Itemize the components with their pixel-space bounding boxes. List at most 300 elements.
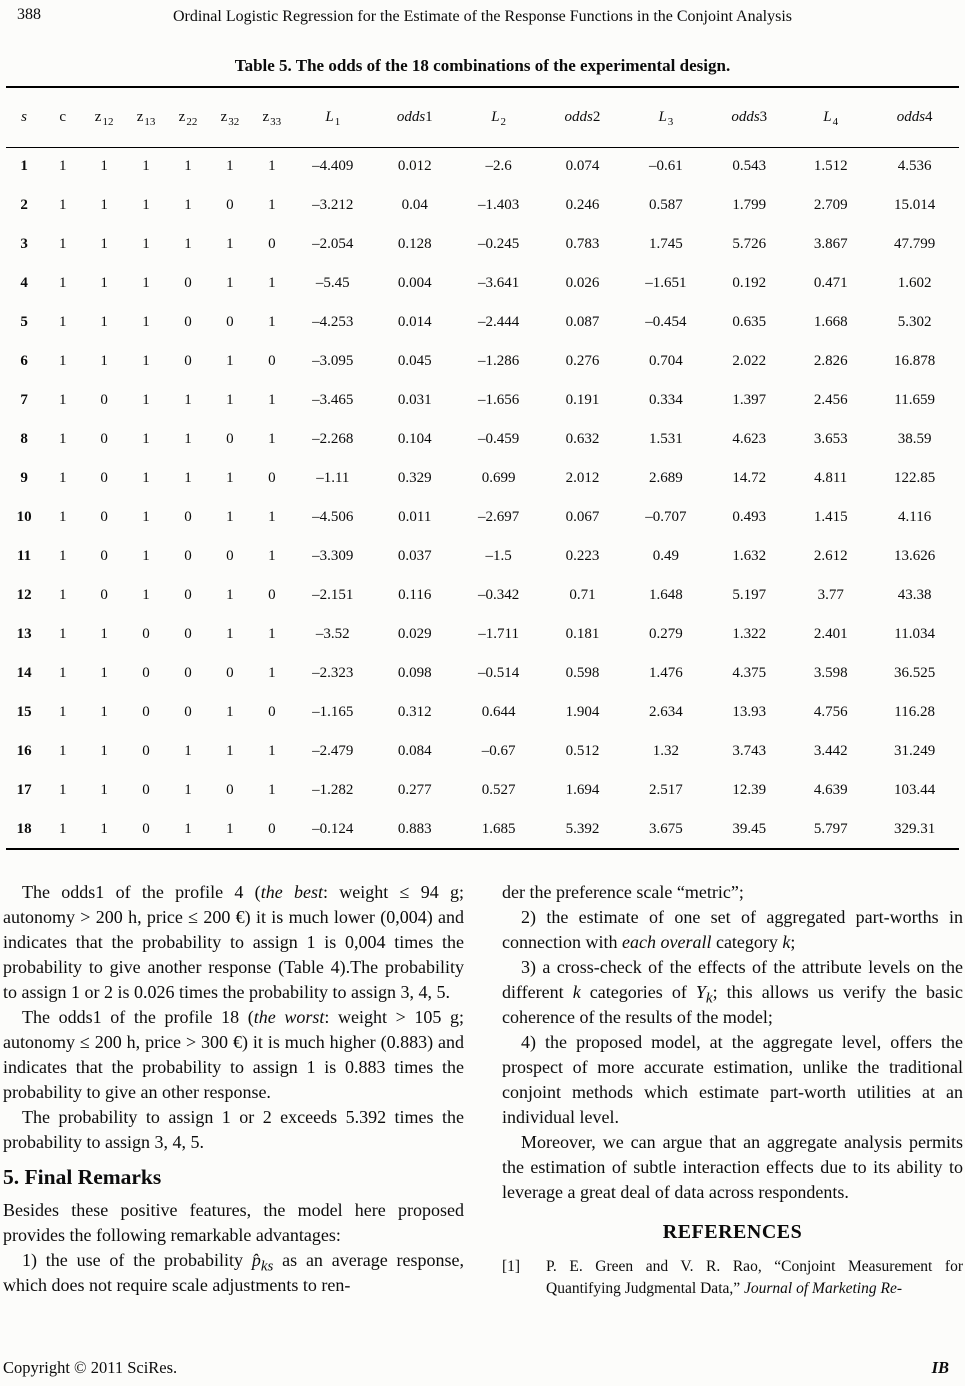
- cell: 103.44: [894, 782, 936, 798]
- cell: 1: [268, 275, 276, 291]
- cell: 2.709: [813, 197, 848, 213]
- cell: 0: [268, 820, 276, 837]
- cell: 0: [100, 392, 108, 408]
- cell: 0: [184, 587, 192, 603]
- odds-table: [6, 86, 959, 850]
- cell: 0: [100, 470, 108, 486]
- cell: –0.707: [645, 509, 687, 525]
- cell: –2.054: [312, 236, 354, 252]
- cell: 1: [142, 509, 150, 525]
- cell: 0.632: [565, 431, 600, 447]
- table-row: [6, 342, 959, 381]
- cell: 1.415: [813, 509, 848, 525]
- cell: –3.465: [312, 392, 354, 408]
- table-caption: Table 5. The odds of the 18 combinations of the experimental design.: [234, 56, 731, 75]
- paragraph: The probability to assign 1 or 2 exceeds 5.392 times the probability to assign 3, 4, 5.: [3, 1107, 464, 1152]
- row-number: 1: [20, 158, 28, 175]
- cell: 0: [226, 782, 234, 798]
- table-row: [6, 615, 959, 654]
- cell: 0.084: [397, 743, 432, 759]
- cell: 1: [184, 470, 192, 486]
- cell: 1: [58, 470, 67, 486]
- cell: 1: [184, 236, 192, 252]
- cell: 1: [226, 392, 234, 408]
- cell: 1: [184, 431, 192, 447]
- cell: 0.04: [401, 197, 428, 213]
- cell: 122.85: [894, 470, 936, 486]
- copyright-text: Copyright © 2011 SciRes.: [3, 1358, 178, 1377]
- cell: –3.095: [312, 353, 354, 369]
- cell: 1: [100, 314, 108, 330]
- cell: 1: [268, 782, 276, 798]
- cell: 0.644: [481, 704, 516, 720]
- cell: 0.527: [481, 782, 516, 798]
- paragraph: der the preference scale “metric”;: [502, 882, 744, 902]
- cell: 0: [226, 197, 234, 213]
- column-header-s: s: [6, 87, 42, 147]
- cell: 1: [58, 353, 67, 369]
- cell: 329.31: [894, 820, 936, 837]
- cell: 1: [100, 275, 108, 291]
- reference-text: P. E. Green and V. R. Rao, “Conjoint Measurement for Quantifying Judgmental Data,” Journal of Marketing Re-: [546, 1258, 963, 1297]
- reference-item: [502, 1256, 963, 1299]
- cell: 1.512: [813, 158, 848, 175]
- cell: 1: [58, 548, 67, 564]
- cell: 1: [268, 509, 276, 525]
- cell: 0.329: [397, 470, 432, 486]
- cell: 1: [184, 743, 192, 759]
- table-row: [6, 381, 959, 420]
- cell: 4.116: [898, 509, 932, 525]
- table-row: [6, 693, 959, 732]
- cell: 0.045: [397, 353, 432, 369]
- cell: –3.641: [477, 275, 520, 291]
- cell: 1: [268, 314, 276, 330]
- cell: 0.279: [648, 626, 683, 642]
- row-number: 13: [16, 626, 32, 642]
- cell: 0: [268, 470, 276, 486]
- cell: 1: [142, 353, 150, 369]
- cell: 1: [226, 275, 234, 291]
- cell: 0: [100, 587, 108, 603]
- cell: 0: [268, 587, 276, 603]
- cell: 0.181: [565, 626, 600, 642]
- cell: 0.493: [732, 509, 767, 525]
- row-number: 11: [17, 548, 32, 564]
- cell: 0: [184, 704, 192, 720]
- cell: –2.444: [477, 314, 520, 330]
- cell: 1: [226, 820, 234, 837]
- cell: 2.689: [648, 470, 683, 486]
- cell: –2.151: [312, 587, 354, 603]
- cell: –1.11: [316, 470, 350, 486]
- cell: –4.409: [312, 158, 354, 175]
- column-header-z12: $z_{12}$: [83, 87, 125, 147]
- cell: 0.029: [397, 626, 432, 642]
- cell: 1.904: [565, 704, 600, 720]
- cell: 43.38: [897, 587, 932, 603]
- cell: 1: [100, 158, 108, 175]
- cell: 1: [100, 820, 108, 837]
- cell: –1.286: [477, 353, 520, 369]
- cell: –2.697: [477, 509, 520, 525]
- cell: 0: [268, 704, 276, 720]
- cell: –0.67: [481, 743, 516, 759]
- table-header-row: [6, 87, 959, 147]
- cell: 1: [58, 587, 67, 603]
- cell: 0.026: [565, 275, 600, 291]
- table-row: [6, 186, 959, 225]
- cell: 2.517: [648, 782, 683, 798]
- row-number: 9: [20, 470, 28, 486]
- cell: 13.93: [732, 704, 767, 720]
- cell: 1: [100, 353, 108, 369]
- table-row: [6, 420, 959, 459]
- cell: 1: [226, 509, 234, 525]
- cell: 0: [142, 626, 150, 642]
- cell: 1: [58, 509, 67, 525]
- cell: –2.6: [485, 158, 512, 175]
- paragraph: Moreover, we can argue that an aggregate analysis permits the estimation of subtle interaction effects due to its ability to leverage a great deal of data across respondents.: [502, 1132, 963, 1202]
- cell: 14.72: [732, 470, 767, 486]
- running-title: Ordinal Logistic Regression for the Estimate of the Response Functions in the Conjoint Analysis: [172, 8, 793, 25]
- cell: –2.479: [312, 743, 354, 759]
- cell: –2.268: [312, 431, 354, 447]
- paragraph: 3) a cross-check of the effects of the attribute levels on the different k categories of $Y_k$; this allows us verify the basic coherence of the results of the model;: [502, 957, 964, 1027]
- cell: 116.28: [894, 704, 935, 720]
- row-number: 7: [20, 392, 28, 408]
- table-row: [6, 537, 959, 576]
- cell: –0.342: [477, 587, 520, 603]
- cell: 5.197: [732, 587, 767, 603]
- paragraph: 1) the use of the probability $p̂_{ks}$ as an average response, which does not require scale adjustments to ren-: [3, 1250, 464, 1295]
- page-number: 388: [17, 6, 41, 23]
- cell: 0.587: [648, 197, 683, 213]
- cell: –1.711: [478, 626, 519, 642]
- cell: 0: [100, 431, 108, 447]
- cell: 1: [100, 626, 108, 642]
- cell: 5.797: [813, 820, 848, 837]
- cell: –1.403: [477, 197, 520, 213]
- row-number: 14: [16, 665, 32, 681]
- page-header: [0, 0, 965, 30]
- cell: 0.223: [565, 548, 600, 564]
- cell: –4.506: [312, 509, 354, 525]
- cell: –3.309: [312, 548, 354, 564]
- cell: 1: [226, 587, 234, 603]
- table-row: [6, 732, 959, 771]
- cell: 11.659: [894, 392, 935, 408]
- cell: 1: [184, 158, 192, 175]
- paragraph: The odds1 of the profile 4 (the best: weight ≤ 94 g; autonomy > 200 h, price ≤ 200 €) it is much lower (0,004) and indicates that the probability to assign 1 is 0,004 times the probability to give another response (Table 4).The probability to assign 1 or 2 is 0.026 times the probability to assign 3, 4, 5.: [3, 882, 464, 1002]
- cell: 38.59: [897, 431, 932, 447]
- cell: 0.246: [565, 197, 600, 213]
- cell: 39.45: [732, 820, 767, 837]
- cell: –0.124: [312, 820, 354, 837]
- cell: 1: [268, 392, 276, 408]
- cell: 1: [226, 236, 234, 252]
- cell: 1: [100, 782, 108, 798]
- cell: 0: [184, 509, 192, 525]
- cell: –1.656: [477, 392, 520, 408]
- cell: 0.191: [565, 392, 600, 408]
- cell: 4.375: [732, 665, 767, 681]
- row-number: 10: [16, 509, 32, 525]
- cell: 15.014: [894, 197, 936, 213]
- column-header-c: c: [42, 87, 83, 147]
- cell: 1: [58, 665, 67, 681]
- column-header-odds4: odds4: [870, 87, 959, 147]
- cell: 5.726: [732, 236, 767, 252]
- cell: 3.77: [817, 587, 844, 603]
- column-header-odds3: odds3: [707, 87, 791, 147]
- cell: 1.745: [648, 236, 683, 252]
- cell: 2.401: [813, 626, 848, 642]
- cell: 1: [226, 743, 234, 759]
- cell: 0.71: [569, 587, 596, 603]
- cell: –1.165: [312, 704, 354, 720]
- cell: 0.277: [397, 782, 432, 798]
- table-row: [6, 303, 959, 342]
- cell: 0.704: [648, 353, 683, 369]
- cell: 5.392: [565, 820, 600, 837]
- cell: 1: [58, 392, 67, 408]
- cell: 2.612: [813, 548, 848, 564]
- cell: 1: [268, 548, 276, 564]
- cell: 0.037: [397, 548, 432, 564]
- cell: 1: [184, 782, 192, 798]
- cell: 0.098: [397, 665, 432, 681]
- row-number: 4: [20, 275, 28, 291]
- cell: 5.302: [897, 314, 932, 330]
- cell: 1.602: [897, 275, 932, 291]
- section-heading: 5. Final Remarks: [3, 1165, 162, 1189]
- cell: 1: [58, 431, 67, 447]
- body-right-column: [502, 880, 963, 1299]
- cell: 1: [142, 587, 150, 603]
- cell: 1: [226, 158, 234, 175]
- cell: 1: [184, 197, 192, 213]
- cell: 0.074: [565, 158, 600, 175]
- cell: 1: [100, 743, 108, 759]
- cell: 0.011: [398, 509, 432, 525]
- cell: 0.104: [397, 431, 432, 447]
- cell: –0.454: [645, 314, 687, 330]
- cell: 1: [142, 470, 150, 486]
- cell: 0: [268, 236, 276, 252]
- cell: 1.322: [732, 626, 767, 642]
- cell: –1.651: [645, 275, 687, 291]
- cell: 1: [58, 704, 67, 720]
- cell: 1: [58, 626, 67, 642]
- cell: 1.32: [652, 743, 679, 759]
- cell: 36.525: [894, 665, 936, 681]
- cell: 16.878: [894, 353, 936, 369]
- cell: 1: [268, 665, 276, 681]
- cell: 2.012: [565, 470, 600, 486]
- cell: 0.192: [732, 275, 767, 291]
- cell: 0.087: [565, 314, 600, 330]
- table-row: [6, 225, 959, 264]
- column-header-z32: $z_{32}$: [209, 87, 251, 147]
- cell: 0: [142, 782, 150, 798]
- cell: 3.442: [813, 743, 848, 759]
- page-footer: [0, 1358, 965, 1378]
- cell: 0: [142, 665, 150, 681]
- cell: 1: [184, 820, 192, 837]
- paragraph: 2) the estimate of one set of aggregated part-worths in connection with each overall category k;: [502, 907, 963, 952]
- cell: 1: [58, 743, 67, 759]
- cell: 1: [226, 353, 234, 369]
- cell: –3.212: [312, 197, 354, 213]
- cell: 0.334: [648, 392, 683, 408]
- cell: –0.514: [477, 665, 520, 681]
- cell: 0.783: [565, 236, 600, 252]
- cell: 1: [58, 782, 67, 798]
- cell: 0: [100, 509, 108, 525]
- cell: 0.014: [397, 314, 432, 330]
- column-header-z22: $z_{22}$: [167, 87, 209, 147]
- cell: 1.799: [732, 197, 767, 213]
- cell: 1: [58, 197, 67, 213]
- cell: 1: [58, 314, 67, 330]
- row-number: 17: [16, 782, 32, 798]
- cell: 0: [268, 353, 276, 369]
- cell: 0.635: [732, 314, 767, 330]
- cell: 4.811: [814, 470, 848, 486]
- column-header-z13: $z_{13}$: [125, 87, 167, 147]
- column-header-L1: $L_1$: [293, 87, 373, 147]
- row-number: 3: [20, 236, 28, 252]
- row-number: 12: [16, 587, 32, 603]
- cell: 0: [184, 548, 192, 564]
- body-text: [3, 880, 963, 1299]
- row-number: 8: [20, 431, 28, 447]
- table-row: [6, 810, 959, 849]
- cell: 0.699: [481, 470, 516, 486]
- cell: 1.668: [813, 314, 848, 330]
- row-number: 5: [20, 314, 28, 330]
- cell: 0: [184, 353, 192, 369]
- cell: 4.536: [897, 158, 932, 175]
- cell: 0.276: [565, 353, 600, 369]
- column-header-L2: $L_2$: [457, 87, 541, 147]
- cell: 0: [142, 743, 150, 759]
- cell: 1: [226, 704, 234, 720]
- cell: 0.883: [397, 820, 432, 837]
- column-header-z33: $z_{33}$: [251, 87, 293, 147]
- cell: 1.685: [481, 820, 516, 837]
- cell: 1: [142, 236, 150, 252]
- cell: 0.012: [397, 158, 432, 175]
- cell: 1: [268, 626, 276, 642]
- cell: 12.39: [732, 782, 767, 798]
- cell: 0: [142, 820, 150, 837]
- cell: 1: [142, 197, 150, 213]
- paragraph: The odds1 of the profile 18 (the worst: weight > 105 g; autonomy ≤ 200 h, price > 300 €) it is much higher (0.883) and indicates that the probability to assign 1 is 0.883 times the probability to give an other response.: [3, 1007, 464, 1102]
- cell: 0: [226, 314, 234, 330]
- cell: 1.397: [732, 392, 767, 408]
- cell: 0.116: [398, 587, 432, 603]
- cell: 1: [100, 704, 108, 720]
- cell: –2.323: [312, 665, 354, 681]
- cell: 0.543: [732, 158, 767, 175]
- cell: 3.598: [813, 665, 848, 681]
- cell: 2.456: [813, 392, 848, 408]
- table-row: [6, 264, 959, 303]
- cell: 2.634: [648, 704, 683, 720]
- cell: 0.004: [397, 275, 432, 291]
- cell: 1: [58, 820, 67, 837]
- row-number: 2: [20, 197, 28, 213]
- cell: 1.694: [565, 782, 600, 798]
- body-left-column: [3, 880, 464, 1299]
- cell: 1: [100, 197, 108, 213]
- cell: 4.756: [813, 704, 848, 720]
- cell: 0: [184, 626, 192, 642]
- cell: 0: [100, 548, 108, 564]
- cell: 0.031: [397, 392, 432, 408]
- row-number: 18: [16, 820, 32, 837]
- cell: 1: [268, 158, 276, 175]
- cell: 3.743: [732, 743, 767, 759]
- column-header-odds1: odds1: [373, 87, 457, 147]
- cell: 0.598: [565, 665, 600, 681]
- table-row: [6, 771, 959, 810]
- cell: 0: [226, 548, 234, 564]
- table-row: [6, 498, 959, 537]
- cell: 4.639: [813, 782, 848, 798]
- cell: 1: [58, 158, 67, 175]
- cell: 2.022: [732, 353, 767, 369]
- cell: 3.653: [813, 431, 848, 447]
- cell: 1: [58, 236, 67, 252]
- cell: 1: [226, 470, 234, 486]
- cell: 0.49: [652, 548, 679, 564]
- cell: 0: [142, 704, 150, 720]
- cell: 3.867: [813, 236, 848, 252]
- cell: 0.312: [397, 704, 432, 720]
- cell: 3.675: [648, 820, 683, 837]
- table-row: [6, 147, 959, 186]
- cell: 47.799: [894, 236, 936, 252]
- cell: 1.632: [732, 548, 767, 564]
- cell: 2.826: [813, 353, 848, 369]
- cell: 0.512: [565, 743, 600, 759]
- cell: 1: [58, 275, 67, 291]
- cell: 1: [142, 314, 150, 330]
- cell: 1: [100, 665, 108, 681]
- cell: 1: [184, 392, 192, 408]
- cell: 1: [142, 158, 150, 175]
- reference-label: [1]: [502, 1258, 521, 1275]
- cell: 1.476: [648, 665, 683, 681]
- cell: 1.531: [648, 431, 683, 447]
- cell: 4.623: [732, 431, 767, 447]
- column-header-odds2: odds2: [541, 87, 625, 147]
- row-number: 6: [20, 353, 28, 369]
- cell: 1: [268, 743, 276, 759]
- table-row: [6, 459, 959, 498]
- row-number: 16: [16, 743, 32, 759]
- cell: 0.128: [397, 236, 432, 252]
- cell: –1.5: [485, 548, 512, 564]
- cell: –3.52: [315, 626, 350, 642]
- cell: –0.61: [648, 158, 683, 175]
- references-heading: REFERENCES: [662, 1221, 803, 1243]
- cell: 0.471: [813, 275, 848, 291]
- cell: 0: [184, 314, 192, 330]
